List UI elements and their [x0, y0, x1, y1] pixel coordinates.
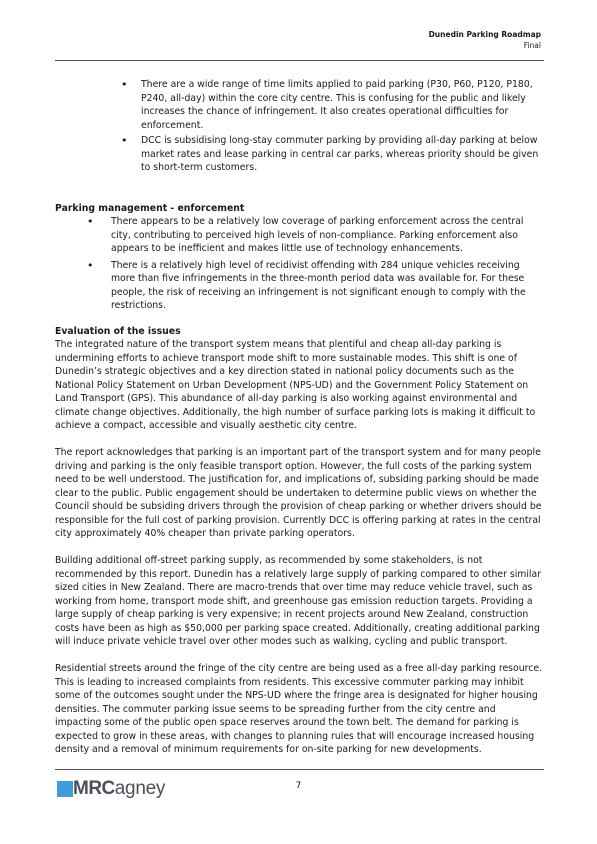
logo-text-bold: MRC: [73, 778, 115, 799]
page-body: [55, 78, 544, 770]
document-status: Final: [523, 41, 541, 50]
list-item: • There is a relatively high level of recidivist offending with 284 unique vehicles receiving more than five infringements in the three-month period data was available for. For these people, the risk of receiving an infringement is not significant enough to comply with the restrictions.: [55, 259, 544, 313]
page-number: 7: [295, 781, 302, 791]
evaluation-section: [55, 325, 544, 757]
section-heading: Parking management - enforcement: [55, 202, 245, 214]
list-item: • DCC is subsidising long-stay commuter parking by providing all-day parking at below market rates and lease parking in central car parks, whereas priority should be given to short-term customers.: [55, 134, 544, 175]
footer-divider: [55, 769, 544, 770]
intro-bullet-list: [55, 78, 544, 175]
document-title: Dunedin Parking Roadmap: [428, 30, 541, 39]
enforcement-section: [55, 202, 544, 313]
section-heading: Evaluation of the issues: [55, 325, 181, 337]
enforcement-bullet-list: [55, 215, 544, 313]
list-item: • There are a wide range of time limits applied to paid parking (P30, P60, P120, P180, P240, all-day) within the core city centre. This is confusing for the public and likely increases the chance of infringement. It also creates operational difficulties for enforcement.: [55, 78, 544, 132]
paragraph: The report acknowledges that parking is an important part of the transport system and for many people driving and parking is the only feasible transport option. However, the full costs of the parking system need to be well understood. The justification for, and implications of, subsiding parking should be made clear to the public. Public engagement should be undertaken to determine public views on whether the Council should be subsiding drivers through the provision of cheap parking or whether drivers should be responsible for the full cost of parking provision. Currently DCC is offering parking at rates in the central city approximately 40% cheaper than private parking operators.: [55, 447, 542, 539]
paragraph: The integrated nature of the transport system means that plentiful and cheap all-day parking is undermining efforts to achieve transport mode shift to more sustainable modes. This shift is one of Dunedin’s strategic objectives and a key direction stated in national policy documents such as the National Policy Statement on Urban Development (NPS-UD) and the Government Policy Statement on Land Transport (GPS). This abundance of all-day parking is also working against environmental and climate change objectives. Additionally, the high number of surface parking lots is making it difficult to achieve a compact, accessible and visually aesthetic city centre.: [55, 339, 536, 431]
paragraph: Building additional off-street parking supply, as recommended by some stakeholders, is not recommended by this report. Dunedin has a relatively large supply of parking compared to other similar sized cities in New Zealand. There are macro-trends that over time may reduce vehicle travel, such as working from home, transport mode shift, and greenhouse gas emission reduction targets. Providing a large supply of cheap parking is very expensive; in recent projects around New Zealand, construction costs have been as high as $50,000 per parking space created. Additionally, creating additional parking will induce private vehicle travel over other modes such as walking, cycling and public transport.: [55, 555, 542, 647]
page-header: [429, 29, 541, 51]
logo-text-light: agney: [114, 778, 166, 799]
paragraph: Residential streets around the fringe of the city centre are being used as a free all-day parking resource. This is leading to increased complaints from residents. This excessive commuter parking may inhibit some of the outcomes sought under the NPS-UD where the fringe area is designated for higher housing densities. The commuter parking issue seems to be spreading further from the city centre and impacting some of the public open space reserves around the town belt. The demand for parking is expected to grow in these areas, with changes to planning rules that will encourage increased housing density and a removal of minimum requirements for on-site parking for new developments.: [55, 663, 543, 755]
header-divider: [55, 60, 544, 61]
list-item: • There appears to be a relatively low coverage of parking enforcement across the central city, contributing to perceived high levels of non-compliance. Parking enforcement also appears to be inefficient and makes little use of technology enhancements.: [55, 215, 544, 256]
